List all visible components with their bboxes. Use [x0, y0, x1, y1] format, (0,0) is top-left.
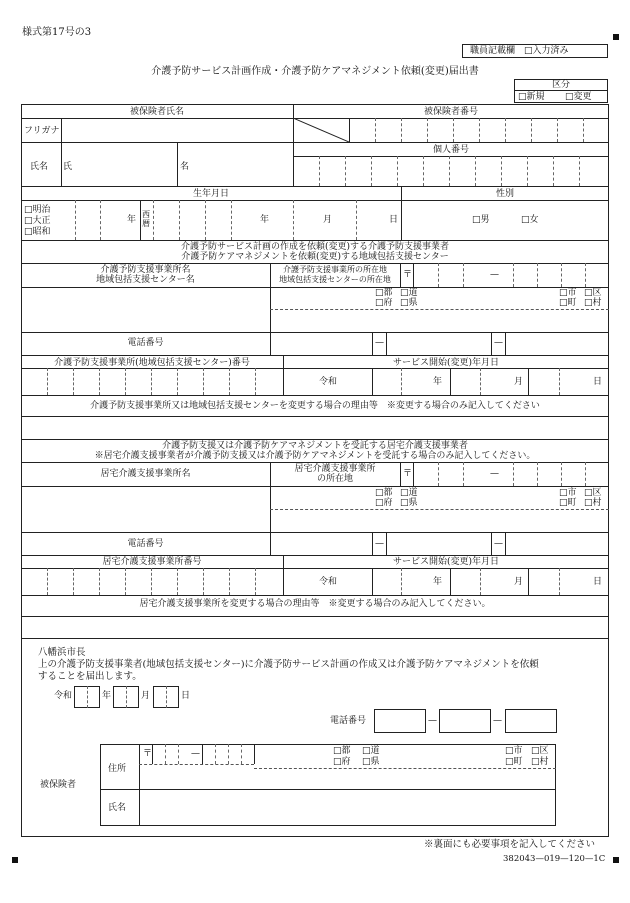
- footer-code: 382043—019—120—1C: [503, 854, 606, 864]
- kyotaku-fu-checkbox[interactable]: □府: [375, 498, 393, 508]
- registration-mark: [613, 857, 619, 863]
- start-year-unit: 年: [433, 377, 443, 387]
- section2-reason-label: 居宅介護支援事業所を変更する場合の理由等 ※変更する場合のみ記入してください。: [139, 599, 491, 609]
- kojin-bango-header: 個人番号: [432, 145, 469, 155]
- birth-header: 生年月日: [192, 189, 229, 199]
- decl-phone-dash-2: —: [493, 716, 502, 726]
- insured-name-header: 被保険者氏名: [129, 107, 184, 117]
- seireki-label: 西暦: [142, 210, 150, 229]
- office-addr-label-1: 介護予防支援事業所の所在地: [283, 265, 387, 274]
- insured-number-header: 被保険者番号: [423, 107, 478, 117]
- kubun-new-checkbox[interactable]: □新規: [518, 92, 545, 102]
- kyotaku-start-year-unit: 年: [433, 577, 443, 587]
- decl-month-unit: 月: [141, 691, 151, 701]
- staff-box-label[interactable]: 職員記載欄 □入力済み: [470, 46, 569, 56]
- kyotaku-addr-label-2: の所在地: [316, 474, 353, 484]
- declaration-body-1: 上の介護予防支援事業者(地域包括支援センター)に介護予防サービス計画の作成又は介護予防ケアマネジメントを依頼: [38, 659, 539, 670]
- kubun-change-checkbox[interactable]: □変更: [565, 92, 592, 102]
- kyotaku-shi-checkbox[interactable]: □市: [559, 488, 577, 498]
- furigana-label: フリガナ: [24, 126, 60, 136]
- start-day-unit: 日: [593, 377, 603, 387]
- do-checkbox[interactable]: □道: [400, 288, 418, 298]
- decl-address-label: 住所: [108, 764, 127, 774]
- office-phone-label: 電話番号: [127, 338, 164, 348]
- decl-ku-checkbox[interactable]: □区: [531, 746, 549, 756]
- section2-title-2: ※居宅介護支援事業者が介護予防支援又は介護予防ケアマネジメントを受託する場合のみ記入してください。: [94, 451, 536, 461]
- kyotaku-mura-checkbox[interactable]: □村: [584, 498, 602, 508]
- decl-name-label: 氏名: [108, 803, 127, 813]
- birth-year-unit: 年: [127, 215, 137, 225]
- registration-mark: [613, 34, 619, 40]
- kyotaku-number-label: 居宅介護支援事業所番号: [102, 557, 202, 567]
- decl-ken-checkbox[interactable]: □県: [362, 757, 380, 767]
- kyotaku-phone-dash-1: —: [375, 539, 384, 549]
- section1-title-1: 介護予防サービス計画の作成を依頼(変更)する介護予防支援事業者: [180, 242, 450, 252]
- name-label: 氏名: [30, 162, 49, 172]
- gender-female-checkbox[interactable]: □女: [521, 215, 539, 225]
- decl-year-unit: 年: [102, 691, 112, 701]
- phone-dash-2: —: [494, 338, 503, 348]
- kyotaku-start-day-unit: 日: [593, 577, 603, 587]
- ken-checkbox[interactable]: □県: [400, 298, 418, 308]
- seireki-year-unit: 年: [260, 215, 270, 225]
- era-meiji[interactable]: □明治: [24, 205, 51, 215]
- footer-note: ※裏面にも必要事項を記入してください: [424, 839, 596, 850]
- phone-dash-1: —: [375, 338, 384, 348]
- decl-do-checkbox[interactable]: □道: [362, 746, 380, 756]
- registration-mark: [12, 857, 18, 863]
- form-number: 様式第17号の3: [22, 27, 92, 38]
- kyotaku-postal-dash: —: [490, 469, 499, 479]
- kyotaku-machi-checkbox[interactable]: □町: [559, 498, 577, 508]
- decl-mura-checkbox[interactable]: □村: [531, 757, 549, 767]
- kyotaku-addr-label-1: 居宅介護支援事業所: [294, 464, 376, 474]
- family-name-label: 氏: [63, 162, 73, 172]
- decl-phone-input-1[interactable]: [374, 709, 426, 733]
- form-title: 介護予防サービス計画作成・介護予防ケアマネジメント依頼(変更)届出書: [151, 66, 479, 77]
- kyotaku-start-reiwa: 令和: [319, 577, 338, 587]
- decl-insured-label: 被保険者: [40, 780, 77, 790]
- decl-reiwa: 令和: [54, 691, 73, 701]
- fu-checkbox[interactable]: □府: [375, 298, 393, 308]
- decl-phone-input-3[interactable]: [505, 709, 557, 733]
- start-month-unit: 月: [514, 377, 524, 387]
- kyotaku-phone-label: 電話番号: [127, 539, 164, 549]
- birth-month-unit: 月: [323, 215, 333, 225]
- kyotaku-postal-mark: 〒: [403, 469, 413, 479]
- birth-day-unit: 日: [389, 215, 399, 225]
- start-reiwa: 令和: [319, 377, 338, 387]
- section1-reason-label: 介護予防支援事業所又は地域包括支援センターを変更する場合の理由等 ※変更する場合のみ記入してください: [90, 401, 540, 411]
- decl-fu-checkbox[interactable]: □府: [333, 757, 351, 767]
- section2-title-1: 介護予防支援又は介護予防ケアマネジメントを受託する居宅介護支援事業者: [162, 441, 468, 451]
- kyotaku-ku-checkbox[interactable]: □区: [584, 488, 602, 498]
- postal-dash: —: [490, 270, 499, 280]
- era-taisho[interactable]: □大正: [24, 216, 51, 226]
- kyotaku-to-checkbox[interactable]: □都: [375, 488, 393, 498]
- kyotaku-start-month-unit: 月: [514, 577, 524, 587]
- decl-shi-checkbox[interactable]: □市: [505, 746, 523, 756]
- kyotaku-ken-checkbox[interactable]: □県: [400, 498, 418, 508]
- addressee: 八幡浜市長: [38, 647, 86, 658]
- decl-insured-box: [100, 744, 556, 826]
- kyotaku-phone-dash-2: —: [494, 539, 503, 549]
- section1-title-2: 介護予防ケアマネジメントを依頼(変更)する地域包括支援センター: [181, 252, 449, 262]
- decl-phone-label: 電話番号: [330, 716, 367, 726]
- decl-phone-input-2[interactable]: [439, 709, 491, 733]
- kyotaku-start-label: サービス開始(変更)年月日: [392, 557, 500, 567]
- gender-male-checkbox[interactable]: □男: [472, 215, 490, 225]
- given-name-label: 名: [180, 162, 190, 172]
- postal-mark: 〒: [403, 270, 413, 280]
- slash-cell: [293, 118, 349, 142]
- to-checkbox[interactable]: □都: [375, 288, 393, 298]
- office-addr-label-2: 地域包括支援センターの所在地: [279, 275, 391, 284]
- decl-to-checkbox[interactable]: □都: [333, 746, 351, 756]
- declaration-body-2: することを届出します。: [38, 671, 142, 682]
- service-start-label: サービス開始(変更)年月日: [392, 358, 500, 368]
- kyotaku-office-name-label: 居宅介護支援事業所名: [100, 469, 191, 479]
- kyotaku-do-checkbox[interactable]: □道: [400, 488, 418, 498]
- decl-postal-mark: 〒: [143, 749, 153, 759]
- decl-day-unit: 日: [181, 691, 191, 701]
- shi-checkbox[interactable]: □市: [559, 288, 577, 298]
- office-name-label-2: 地域包括支援センター名: [96, 275, 195, 285]
- machi-checkbox[interactable]: □町: [559, 298, 577, 308]
- ku-checkbox[interactable]: □区: [584, 288, 602, 298]
- kubun-label: 区分: [551, 80, 570, 90]
- decl-phone-dash-1: —: [428, 716, 437, 726]
- mura-checkbox[interactable]: □村: [584, 298, 602, 308]
- gender-header: 性別: [495, 189, 514, 199]
- era-showa[interactable]: □昭和: [24, 227, 51, 237]
- office-number-label: 介護予防支援事業所(地域包括支援センター)番号: [54, 358, 250, 368]
- decl-postal-dash: —: [191, 749, 200, 759]
- office-name-label-1: 介護予防支援事業所名: [100, 265, 191, 275]
- decl-machi-checkbox[interactable]: □町: [505, 757, 523, 767]
